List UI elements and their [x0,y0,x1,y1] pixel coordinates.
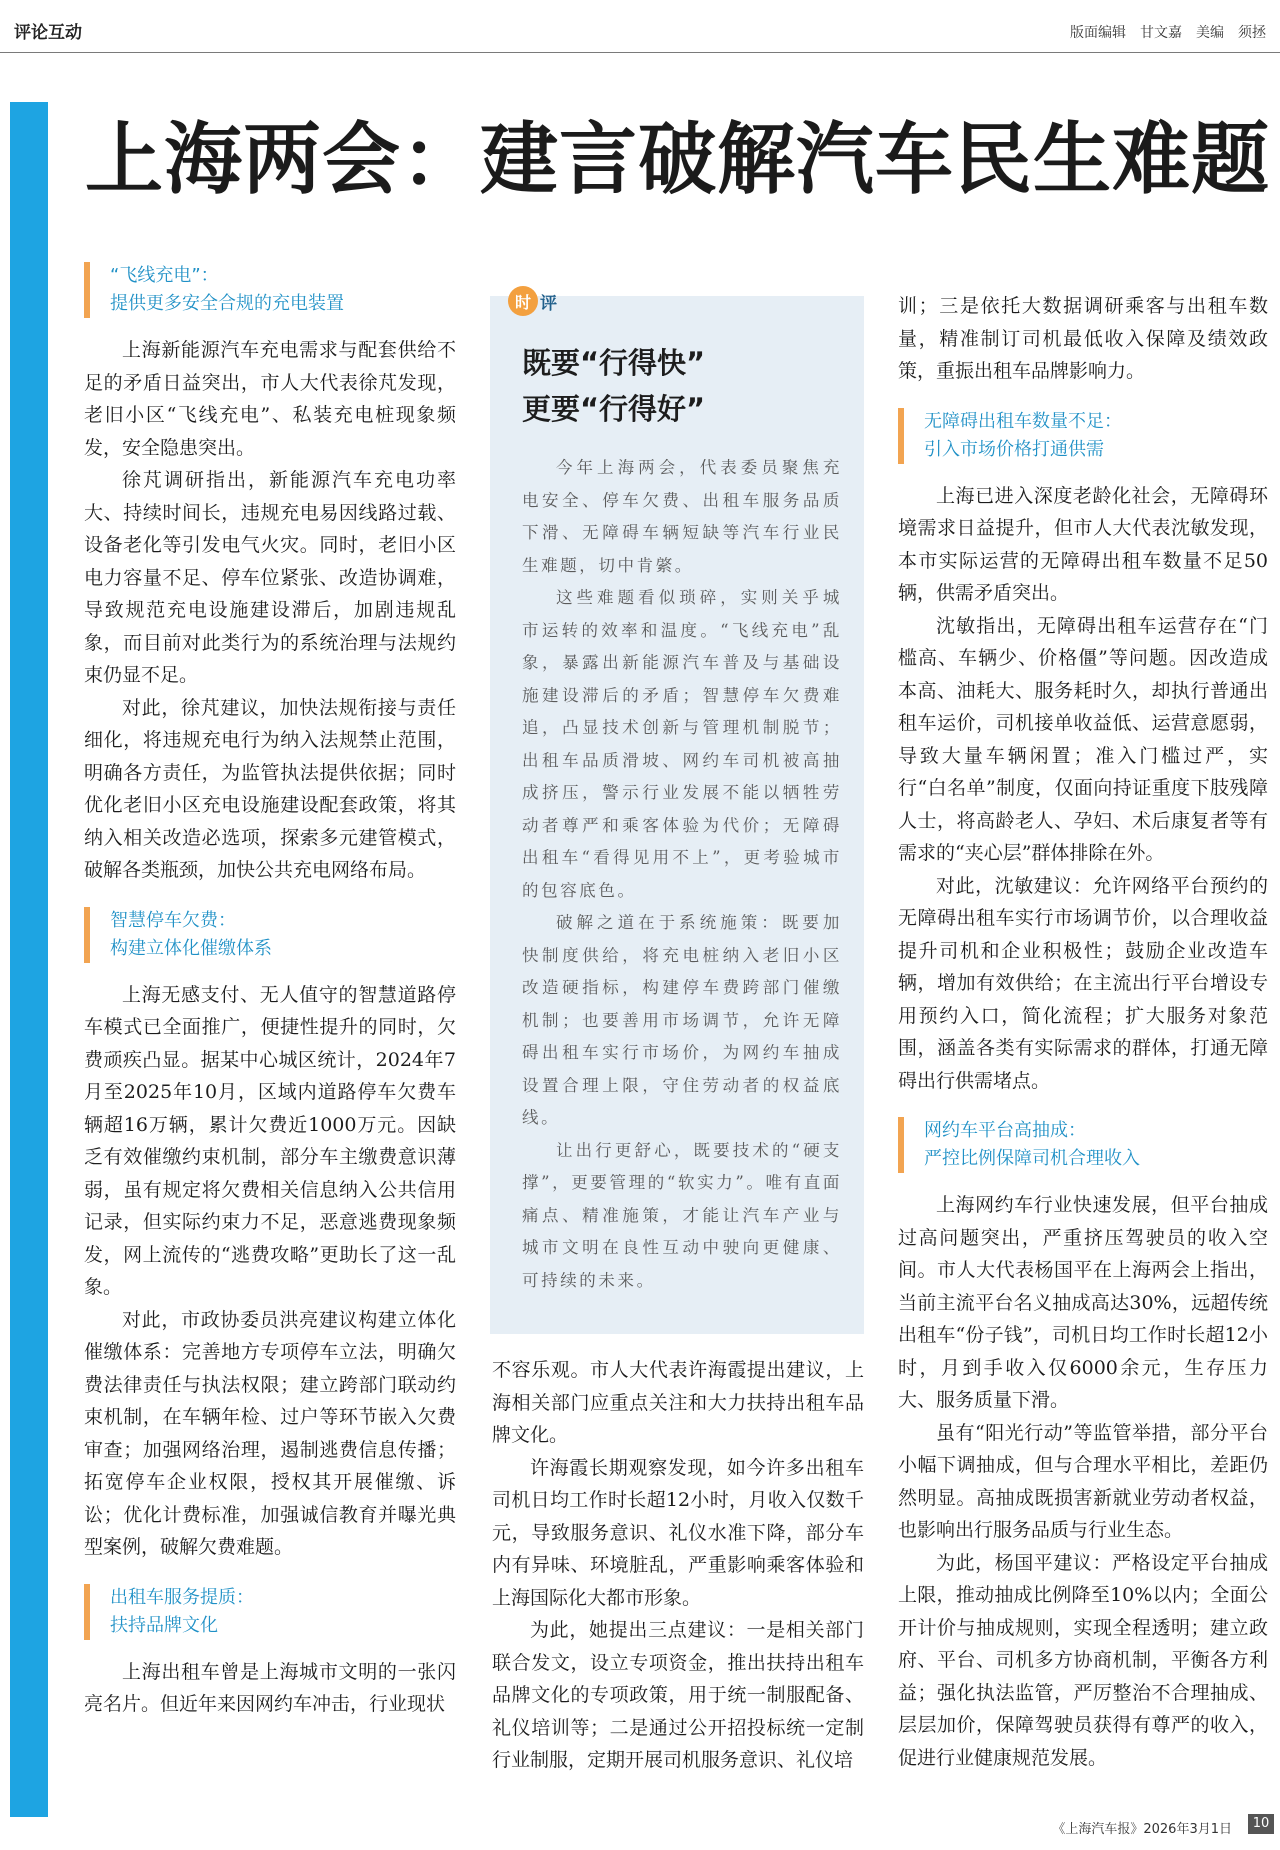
subheading-line2: 扶持品牌文化 [110,1614,218,1636]
accent-bar [10,102,48,1817]
paragraph: 虽有“阳光行动”等监管举措，部分平台小幅下调抽成，但与合理水平相比，差距仍然明显。高抽成既损害新就业劳动者权益，也影响出行服务品质与行业生态。 [898,1421,1268,1541]
subheading-line1: 无障碍出租车数量不足： [924,410,1122,432]
paragraph: 上海无感支付、无人值守的智慧道路停车模式已全面推广，便捷性提升的同时，欠费顽疾凸显。据某中心城区统计，2024年7月至2025年10月，区域内道路停车欠费车辆超16万辆，累计欠费近1000万元。因缺乏有效催缴约束机制，部分车主缴费意识薄弱，虽有规定将欠费相关信息纳入公共信用记录，但实际约束力不足，恶意逃费现象频发，网上流传的“逃费攻略”更助长了这一乱象。 [84,983,456,1298]
commentary-tag-circle: 时 [508,286,538,316]
paragraph: 为此，她提出三点建议：一是相关部门联合发文，设立专项资金，推出扶持出租车品牌文化的专项政策，用于统一制服配备、礼仪培训等；二是通过公开招投标统一定制行业制服，定期开展司机服务意识、礼仪培 [492,1619,864,1771]
commentary-title-line2: 更要“行得好” [522,392,706,426]
commentary-paragraph: 今年上海两会，代表委员聚焦充电安全、停车欠费、出租车服务品质下滑、无障碍车辆短缺等汽车行业民生难题，切中肯綮。 [522,458,842,575]
paragraph: 沈敏指出，无障碍出租车运营存在“门槛高、车辆少、价格僵”等问题。因改造成本高、油耗大、服务耗时久，却执行普通出租车运价，司机接单收益低、运营意愿弱，导致大量车辆闲置；准入门槛过严，实行“白名单”制度，仅面向持证重度下肢残障人士，将高龄老人、孕妇、术后康复者等有需求的“夹心层”群体排除在外。 [898,614,1268,864]
paragraph: 徐芃调研指出，新能源汽车充电功率大、持续时间长，违规充电易因线路过载、设备老化等引发电气火灾。同时，老旧小区电力容量不足、停车位紧张、改造协调难，导致规范充电设施建设滞后，加剧违规乱象，而目前对此类行为的系统治理与法规约束仍显不足。 [84,469,456,686]
subheading-line2: 构建立体化催缴体系 [110,937,272,959]
commentary-tag [508,286,557,316]
subheading-line2: 严控比例保障司机合理收入 [924,1148,1140,1169]
page-number: 10 [1248,1814,1274,1834]
commentary-box [490,292,864,1334]
commentary-title-line1: 既要“行得快” [522,346,706,380]
paragraph: 对此，市政协委员洪亮建议构建立体化催缴体系：完善地方专项停车立法，明确欠费法律责任与执法权限；建立跨部门联动约束机制，在车辆年检、过户等环节嵌入欠费审查；加强网络治理，遏制逃费信息传播；拓宽停车企业权限，授权其开展催缴、诉讼；优化计费标准，加强诚信教育并曝光典型案例，破解欠费难题。 [84,1308,456,1558]
paragraph: 许海霞长期观察发现，如今许多出租车司机日均工作时长超12小时，月收入仅数千元，导致服务意识、礼仪水准下降，部分车内有异味、环境脏乱，严重影响乘客体验和上海国际化大都市形象。 [492,1456,864,1609]
subheading-flying-charging [84,262,456,318]
commentary-tag-rest: 评 [540,293,557,314]
editor-label: 版面编辑 [1070,25,1126,41]
designer-label: 美编 [1196,25,1224,41]
subheading-smart-parking [84,907,456,963]
subheading-line2: 提供更多安全合规的充电装置 [110,293,344,314]
editor-name: 甘文嘉 [1140,25,1182,41]
subheading-line1: 出租车服务提质： [110,1586,254,1608]
paragraph: 上海新能源汽车充电需求与配套供给不足的矛盾日益突出，市人大代表徐芃发现，老旧小区“飞线充电”、私装充电桩现象频发，安全隐患突出。 [84,339,456,459]
section-label: 评论互动 [14,23,82,43]
subheading-taxi-quality [84,1584,456,1640]
subheading-line1: “飞线充电”： [110,265,219,286]
subheading-ride-hailing [898,1117,1268,1173]
page-headline: 上海两会：建言破解汽车民生难题 [85,115,1271,205]
publication-footer: 《上海汽车报》2026年3月1日 [1052,1822,1232,1837]
paragraph: 上海已进入深度老龄化社会，无障碍环境需求日益提升，但市人大代表沈敏发现，本市实际运营的无障碍出租车数量不足50辆，供需矛盾突出。 [898,484,1268,604]
paragraph: 上海出租车曾是上海城市文明的一张闪亮名片。但近年来因网约车冲击，行业现状 [84,1660,456,1715]
commentary-body [522,452,842,1297]
commentary-paragraph: 让出行更舒心，既要技术的“硬支撑”，更要管理的“软实力”。唯有直面痛点、精准施策，才能让汽车产业与城市文明在良性互动中驶向更健康、可持续的未来。 [522,1140,842,1290]
paragraph: 不容乐观。市人大代表许海霞提出建议，上海相关部门应重点关注和大力扶持出租车品牌文化。 [492,1359,864,1446]
column-left [84,262,456,1721]
paragraph: 训；三是依托大数据调研乘客与出租车数量，精准制订司机最低收入保障及绩效政策，重振出租车品牌影响力。 [898,295,1268,382]
paragraph: 对此，沈敏建议：允许网络平台预约的无障碍出租车实行市场调节价，以合理收益提升司机和企业积极性；鼓励企业改造车辆，增加有效供给；在主流出行平台增设专用预约入口，简化流程；扩大服务对象范围，涵盖各类有实际需求的群体，打通无障碍出行供需堵点。 [898,874,1268,1092]
column-middle-bottom [492,1354,864,1777]
paragraph: 为此，杨国平建议：严格设定平台抽成上限，推动抽成比例降至10%以内；全面公开计价与抽成规则，实现全程透明；建立政府、平台、司机多方协商机制，平衡各方利益；强化执法监管，严厉整治不合理抽成、层层加价，保障驾驶员获得有尊严的收入，促进行业健康规范发展。 [898,1551,1268,1769]
paragraph: 对此，徐芃建议，加快法规衔接与责任细化，将违规充电行为纳入法规禁止范围，明确各方责任，为监管执法提供依据；同时优化老旧小区充电设施建设配套政策，将其纳入相关改造必选项，探索多元建管模式，破解各类瓶颈，加快公共充电网络布局。 [84,696,456,881]
subheading-line2: 引入市场价格打通供需 [924,438,1104,460]
commentary-paragraph: 这些难题看似琐碎，实则关乎城市运转的效率和温度。“飞线充电”乱象，暴露出新能源汽车普及与基础设施建设滞后的矛盾；智慧停车欠费难追，凸显技术创新与管理机制脱节；出租车品质滑坡、网约车司机被高抽成挤压，警示行业发展不能以牺牲劳动者尊严和乘客体验为代价；无障碍出租车“看得见用不上”，更考验城市的包容底色。 [522,588,842,900]
subheading-line1: 智慧停车欠费： [110,909,236,931]
column-right [898,290,1268,1774]
subheading-accessible-taxi [898,408,1268,464]
commentary-paragraph: 破解之道在于系统施策：既要加快制度供给，将充电桩纳入老旧小区改造硬指标，构建停车费跨部门催缴机制；也要善用市场调节，允许无障碍出租车实行市场价，为网约车抽成设置合理上限，守住劳动者的权益底线。 [522,913,842,1127]
paragraph: 上海网约车行业快速发展，但平台抽成过高问题突出，严重挤压驾驶员的收入空间。市人大代表杨国平在上海两会上指出，当前主流平台名义抽成高达30%，远超传统出租车“份子钱”，司机日均工作时长超12小时，月到手收入仅6000余元，生存压力大、服务质量下滑。 [898,1194,1268,1411]
subheading-line1: 网约车平台高抽成： [924,1120,1086,1141]
commentary-title [522,340,705,432]
editor-credits [1070,22,1266,42]
designer-name: 须拯 [1238,25,1266,41]
header-divider [0,52,1280,53]
